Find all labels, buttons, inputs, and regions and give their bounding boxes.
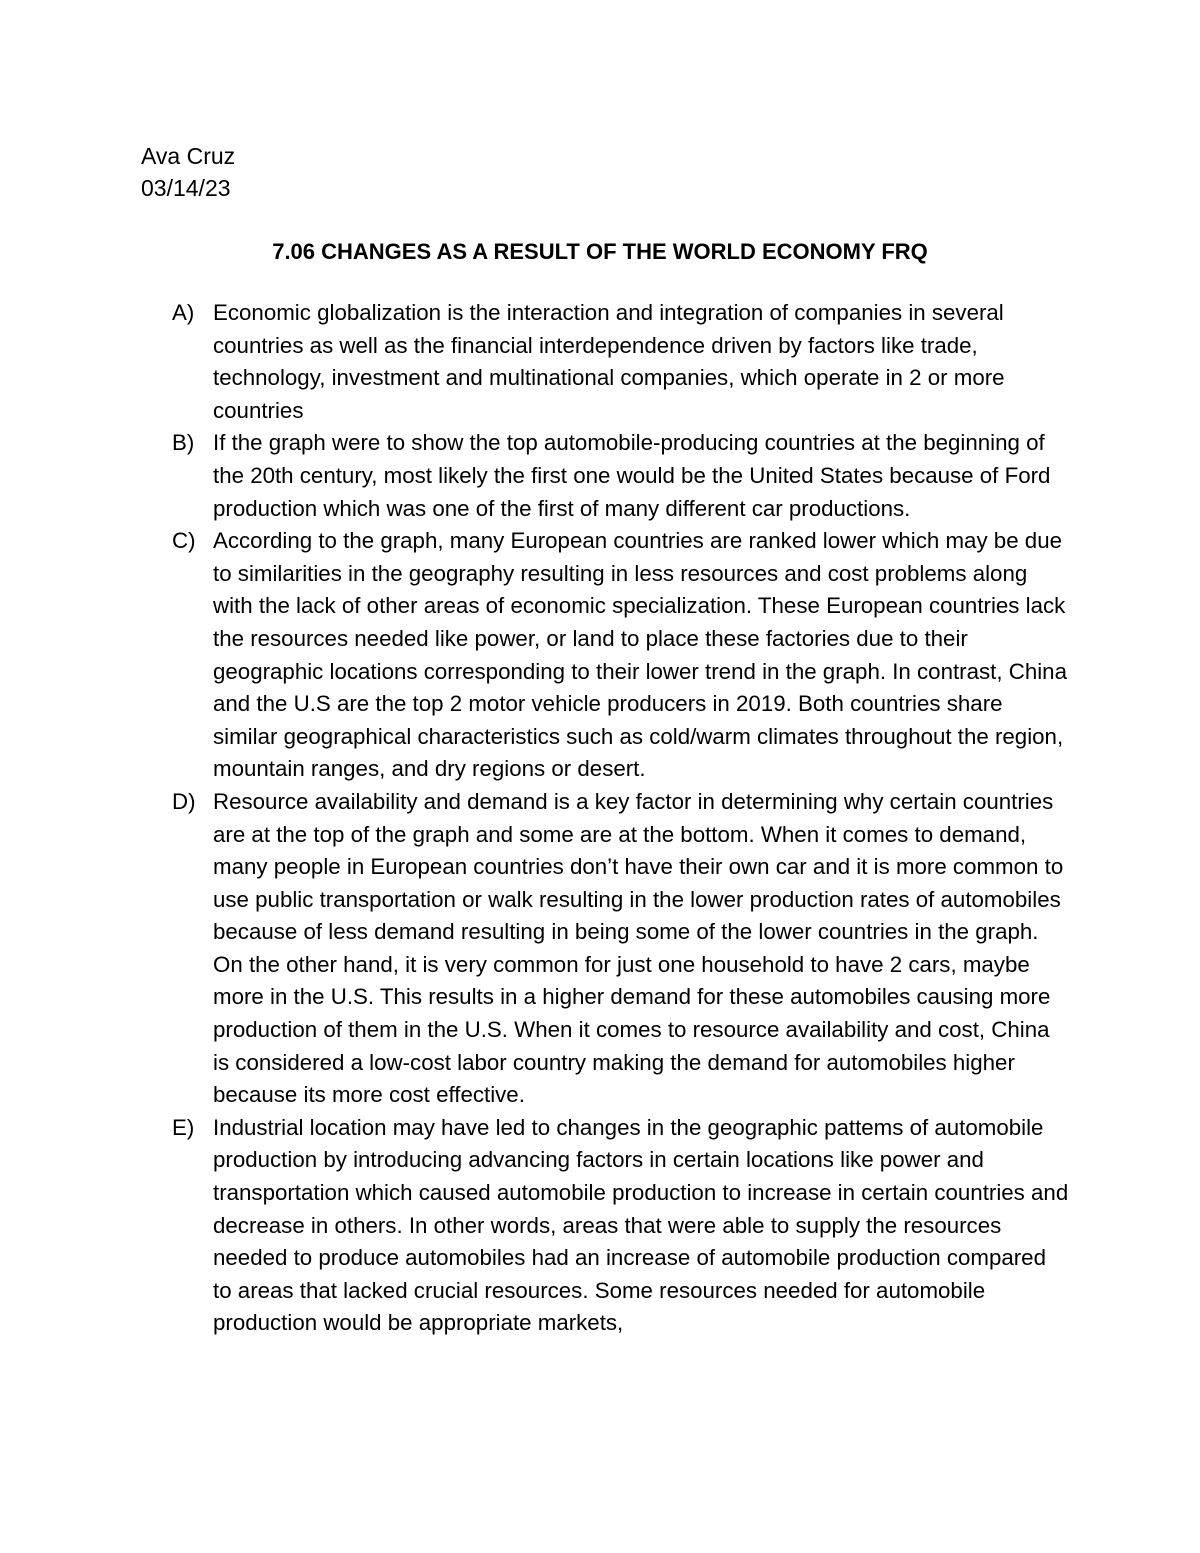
answer-text: If the graph were to show the top automobile-producing countries at the beginning of the 20th century, most likely the first one would be the United States because of Ford production which was one of the first of many different car productions. (213, 430, 1051, 521)
answer-text: Industrial location may have led to changes in the geographic pattems of automobile production by introducing advancing factors in certain locations like power and transportation which caused automobile production to increase in certain countries and decrease in others. In other words, areas that were able to supply the resources needed to produce automobiles had an increase of automobile production compared to areas that lacked crucial resources. Some resources needed for automobile production would be appropriate markets, (213, 1114, 1069, 1336)
answer-marker: C) (172, 528, 196, 554)
answer-text: Resource availability and demand is a key factor in determining why certain countries are at the top of the graph and some are at the bottom. When it comes to demand, many people in European countries don’t have their own car and it is more common to use public transportation or walk resulting in the lower production rates of automobiles because of less demand resulting in being some of the lower countries in the graph. On the other hand, it is very common for just one household to have 2 cars, maybe more in the U.S. This results in a higher demand for these automobiles causing more production of them in the U.S. When it comes to resource availability and cost, China is considered a low-cost labor country making the demand for automobiles higher because its more cost effective. (213, 788, 1064, 1108)
author-name: Ava Cruz (141, 143, 236, 169)
answer-item-b (0, 427, 1200, 525)
answer-item-e (0, 1112, 1200, 1340)
answer-marker: E) (172, 1114, 195, 1140)
answer-text: According to the graph, many European countries are ranked lower which may be due to similarities in the geography resulting in less resources and cost problems along with the lack of other areas of economic specialization. These European countries lack the resources needed like power, or land to place these factories due to their geographic locations corresponding to their lower trend in the graph. In contrast, China and the U.S are the top 2 motor vehicle producers in 2019. Both countries share similar geographical characteristics such as cold/warm climates throughout the region, mountain ranges, and dry regions or desert. (213, 528, 1067, 782)
document-date: 03/14/23 (141, 175, 231, 201)
answer-marker: A) (172, 300, 195, 325)
answer-list (0, 297, 1200, 1340)
answer-text: Economic globalization is the interaction and integration of companies in several countries as well as the financial interdependence driven by factors like trade, technology, investment and multinational companies, which operate in 2 or more countries (213, 300, 1005, 423)
answer-marker: D) (172, 788, 196, 814)
answer-item-c (0, 525, 1200, 786)
answer-item-d (0, 786, 1200, 1112)
answer-item-a (0, 297, 1200, 427)
answer-marker: B) (172, 430, 195, 456)
header-block (141, 140, 235, 204)
document-title: 7.06 CHANGES AS A RESULT OF THE WORLD ECONOMY FRQ (272, 239, 928, 264)
